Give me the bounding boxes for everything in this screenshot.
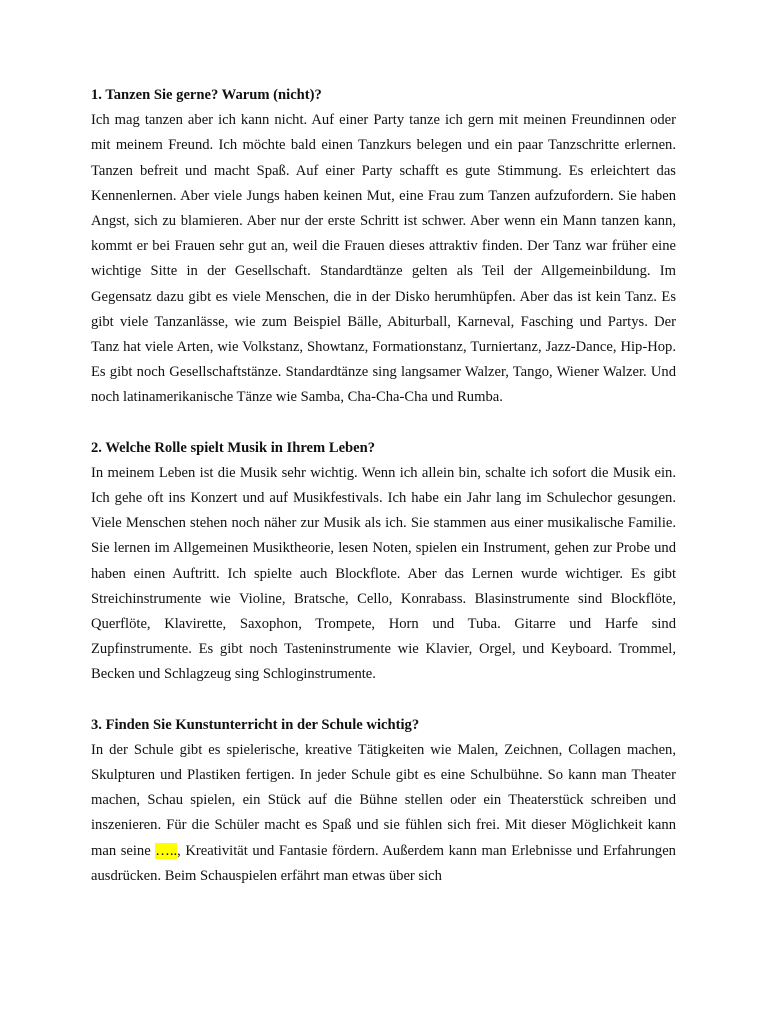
section-art	[91, 713, 676, 889]
answer-paragraph: In meinem Leben ist die Musik sehr wichtig. Wenn ich allein bin, schalte ich sofort die Musik ein. Ich gehe oft ins Konzert und auf Musikfestivals. Ich habe ein Jahr lang im Schulechor gesungen. Viele Menschen stehen noch näher zur Musik als ich. Sie stammen aus einer musikalische Familie. Sie lernen im Allgemeinen Musiktheorie, lesen Noten, spielen ein Instrument, gehen zur Probe und haben einen Auftritt. Ich spielte auch Blockflote. Aber das Lernen wurde wichtiger. Es gibt Streichinstrumente wie Violine, Bratsche, Cello, Konrabass. Blasinstrumente sind Blockflöte, Querflöte, Klavirette, Saxophon, Trompete, Horn und Tuba. Gitarre und Harfe sind Zupfinstrumente. Es gibt noch Tasteninstrumente wie Klavier, Orgel, und Keyboard. Trommel, Becken und Schlagzeug sing Schloginstrumente.	[91, 464, 676, 683]
section-music	[91, 436, 676, 688]
highlighted-blank: …..	[155, 842, 178, 859]
answer-text-after: , Kreativität und Fantasie fördern. Außerdem kann man Erlebnisse und Erfahrungen ausdrücken. Beim Schauspielen erfährt man etwas über sich	[91, 842, 676, 884]
question-heading: 3. Finden Sie Kunstunterricht in der Schule wichtig?	[91, 716, 420, 733]
answer-paragraph	[91, 738, 676, 889]
question-heading: 1. Tanzen Sie gerne? Warum (nicht)?	[91, 87, 322, 103]
section-dance	[91, 83, 676, 411]
document-page	[91, 83, 676, 914]
question-heading: 2. Welche Rolle spielt Musik in Ihrem Leben?	[91, 439, 376, 456]
answer-text-before: In der Schule gibt es spielerische, kreative Tätigkeiten wie Malen, Zeichnen, Collagen machen, Skulpturen und Plastiken fertigen. In jeder Schule gibt es eine Schulbühne. So kann man Theater machen, Schau spielen, ein Stück auf die Bühne stellen oder ein Theaterstück schreiben und inszenieren. Für die Schüler macht es Spaß und sie fühlen sich frei. Mit dieser Möglichkeit kann man seine	[91, 741, 676, 859]
answer-paragraph: Ich mag tanzen aber ich kann nicht. Auf einer Party tanze ich gern mit meinen Freundinnen oder mit meinem Freund. Ich möchte bald einen Tanzkurs belegen und ein paar Tanzschritte erlernen. Tanzen befreit und macht Spaß. Auf einer Party schafft es gute Stimmung. Es erleichtert das Kennenlernen. Aber viele Jungs haben keinen Mut, eine Frau zum Tanzen aufzufordern. Sie haben Angst, sich zu blamieren. Aber nur der erste Schritt ist schwer. Aber wenn ein Mann tanzen kann, kommt er bei Frauen sehr gut an, weil die Frauen dieses attraktiv finden. Der Tanz war früher eine wichtige Sitte in der Gesellschaft. Standardtänze gelten als Teil der Allgemeinbildung. Im Gegensatz dazu gibt es viele Menschen, die in der Disko herumhüpfen. Aber das ist kein Tanz. Es gibt viele Tanzanlässe, wie zum Beispiel Bälle, Abiturball, Karneval, Fasching und Partys. Der Tanz hat viele Arten, wie Volkstanz, Showtanz, Formationstanz, Turniertanz, Jazz-Dance, Hip-Hop. Es gibt noch Gesellschaftstänze. Standardtänze sing langsamer Walzer, Tango, Wiener Walzer. Und noch latinamerikanische Tänze wie Samba, Cha-Cha-Cha und Rumba.	[91, 112, 676, 406]
